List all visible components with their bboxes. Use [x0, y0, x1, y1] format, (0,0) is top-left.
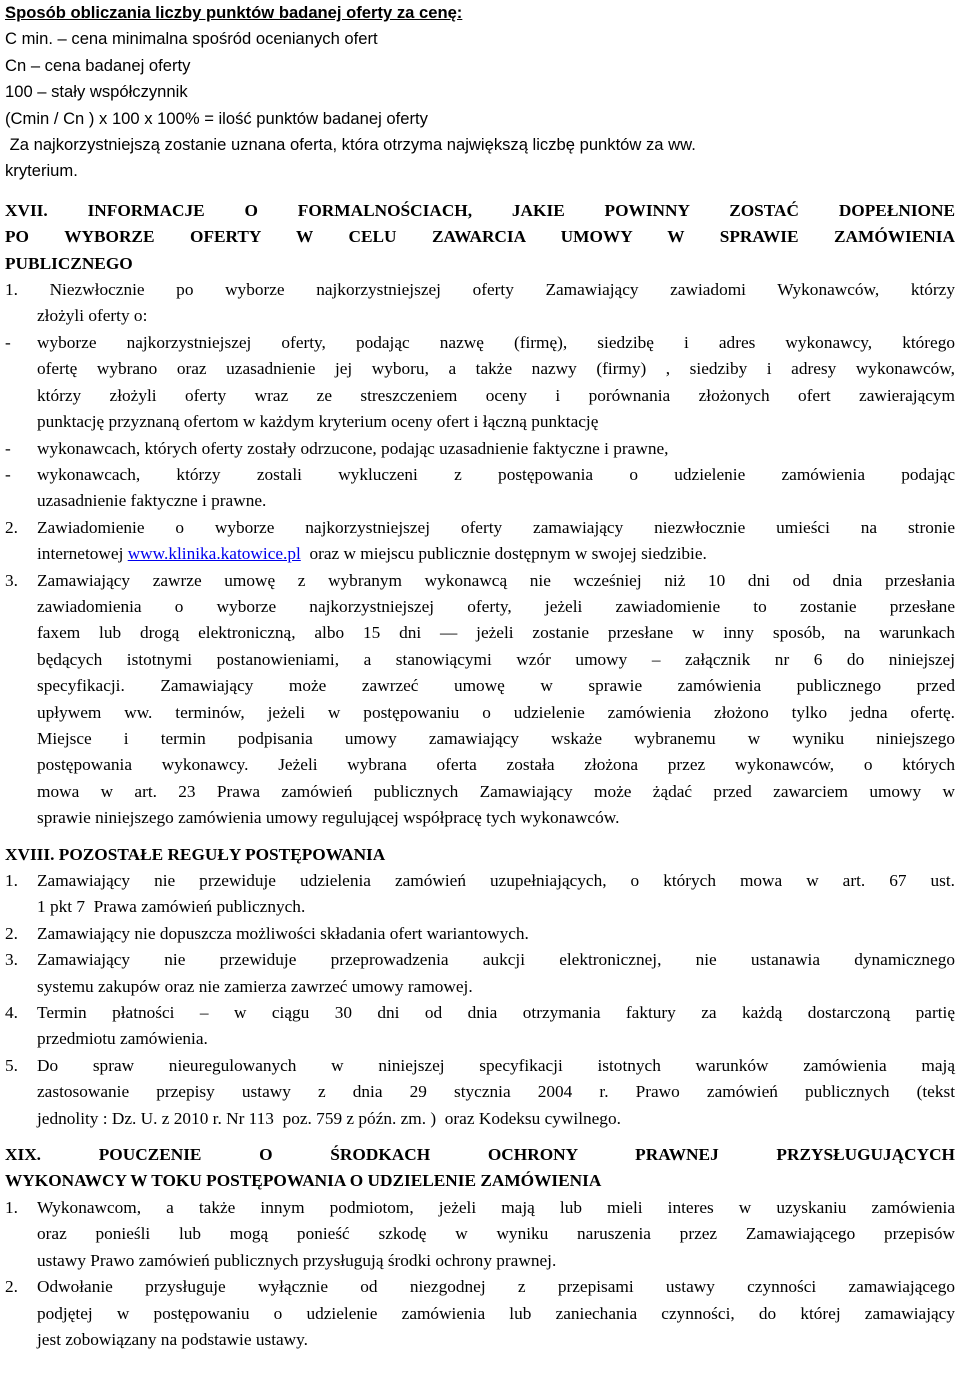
- dash-line: wykonawcach, którzy zostali wykluczeni z postępowania o udzielenie zamówienia podając: [37, 464, 955, 484]
- item-number: 4.: [5, 1003, 18, 1023]
- section-19-heading: [5, 1142, 955, 1195]
- dash-item: [5, 436, 955, 462]
- item-text: Wykonawcom, a także innym podmiotom, jeżeli mają lub mieli interes w uzyskaniu zamówienia: [37, 1197, 955, 1217]
- item-number: 3.: [5, 950, 18, 970]
- spacer: [5, 832, 955, 842]
- item-text: postępowania wykonawcy. Jeżeli wybrana oferta została złożona przez wykonawców, o których: [37, 755, 955, 775]
- section-19-item-2: [5, 1274, 955, 1353]
- dash-line: punktację przyznaną ofertom w każdym kryterium oceny ofert i łączną punktację: [37, 412, 599, 432]
- item-text-part: oraz w miejscu publicznie dostępnym w swojej siedzibie.: [300, 544, 707, 564]
- dash-line: ofertę wybrano oraz uzasadnienie jej wyboru, a także nazwy (firmy) , siedziby i adresy wykonawców,: [37, 359, 955, 379]
- item-number: 2.: [5, 1277, 18, 1297]
- dash-item: [5, 330, 955, 436]
- item-text: systemu zakupów oraz nie zamierza zawrzeć umowy ramowej.: [37, 976, 473, 996]
- dash-line: wyborze najkorzystniejszej oferty, podając nazwę (firmę), siedzibę i adres wykonawcy, którego: [37, 332, 955, 352]
- section-18-heading: XVIII. POZOSTAŁE REGUŁY POSTĘPOWANIA: [5, 844, 386, 864]
- dash-line: wykonawcach, których oferty zostały odrzucone, podając uzasadnienie faktyczne i prawne,: [37, 438, 669, 458]
- item-text: podjętej w postępowaniu o udzielenie zamówienia lub zaniechania czynności, do której zamawiający: [37, 1303, 955, 1323]
- heading-line: PUBLICZNEGO: [5, 253, 133, 273]
- item-text: złożyli oferty o:: [37, 306, 148, 326]
- pricing-line: (Cmin / Cn ) x 100 x 100% = ilość punktów badanej oferty: [5, 108, 428, 128]
- dash-mark: -: [5, 332, 11, 352]
- spacer: [5, 1132, 955, 1142]
- section-17-item-3: [5, 568, 955, 832]
- item-text: jest zobowiązany na podstawie ustawy.: [37, 1329, 308, 1349]
- pricing-line: 100 – stały współczynnik: [5, 82, 188, 102]
- section-18: [5, 842, 955, 1132]
- heading-line: XIX. POUCZENIE O ŚRODKACH OCHRONY PRAWNEJ PRZYSŁUGUJĄCYCH: [5, 1145, 955, 1165]
- pricing-line: C min. – cena minimalna spośród ocenianych ofert: [5, 29, 378, 49]
- dash-mark: -: [5, 438, 11, 458]
- item-text: oraz ponieśli lub mogą ponieść szkodę w wyniku naruszenia przez Zamawiającego przepisów: [37, 1224, 955, 1244]
- item-text: Miejsce i termin podpisania umowy zamawiający wskaże wybranemu w wyniku niniejszego: [37, 728, 955, 748]
- item-text: 1. Niezwłocznie po wyborze najkorzystniejszej oferty Zamawiający zawiadomi Wykonawców, którzy: [5, 280, 955, 300]
- section-19-item-1: [5, 1195, 955, 1274]
- section-17-item-1: [5, 277, 955, 330]
- item-text: [37, 541, 955, 567]
- section-19: [5, 1142, 955, 1353]
- pricing-line: Za najkorzystniejszą zostanie uznana oferta, która otrzyma największą liczbę punktów za ww.: [5, 135, 696, 155]
- item-text: Zamawiający nie dopuszcza możliwości składania ofert wariantowych.: [37, 923, 529, 943]
- item-text: faxem lub drogą elektroniczną, albo 15 dni — jeżeli zostanie przesłane w inny sposób, na warunkach: [37, 623, 955, 643]
- item-number: 1.: [5, 1197, 18, 1217]
- item-text-part: internetowej: [37, 544, 128, 564]
- item-text: sprawie niniejszego zamówienia umowy regulującej współpracę tych wykonawców.: [37, 808, 620, 828]
- section-17: [5, 198, 955, 832]
- item-text: Do spraw nieuregulowanych w niniejszej specyfikacji istotnych warunków zamówienia mają: [37, 1055, 955, 1075]
- dash-line: którzy złożyli oferty wraz ze streszczeniem oceny i porównania złożonych ofert zawierającym: [37, 385, 955, 405]
- section-18-item-3: [5, 947, 955, 1000]
- item-text: Odwołanie przysługuje wyłącznie od niezgodnej z przepisami ustawy czynności zamawiającego: [37, 1277, 955, 1297]
- heading-line: PO WYBORZE OFERTY W CELU ZAWARCIA UMOWY W SPRAWIE ZAMÓWIENIA: [5, 227, 955, 247]
- section-17-heading: [5, 198, 955, 277]
- heading-line: XVII. INFORMACJE O FORMALNOŚCIACH, JAKIE POWINNY ZOSTAĆ DOPEŁNIONE: [5, 200, 955, 220]
- pricing-line: Cn – cena badanej oferty: [5, 55, 191, 75]
- item-number: 1.: [5, 871, 18, 890]
- dash-mark: -: [5, 464, 11, 484]
- pricing-title: Sposób obliczania liczby punktów badanej oferty za cenę:: [5, 3, 463, 22]
- heading-line: WYKONAWCY W TOKU POSTĘPOWANIA O UDZIELENIE ZAMÓWIENIA: [5, 1171, 602, 1191]
- item-text: specyfikacji. Zamawiający może zawrzeć umowę w sprawie zamówienia publicznego przed: [37, 676, 955, 696]
- section-17-item-2: [5, 515, 955, 568]
- item-text: Zamawiający nie przewiduje udzielenia zamówień uzupełniających, o których mowa w art. 67 ust.: [37, 871, 955, 890]
- item-text: Zawiadomienie o wyborze najkorzystniejszej oferty zamawiający niezwłocznie umieści na stronie: [37, 517, 955, 537]
- item-number: 2.: [5, 923, 18, 943]
- item-number: 2.: [5, 517, 18, 537]
- website-link[interactable]: www.klinika.katowice.pl: [127, 544, 301, 564]
- item-number: 5.: [5, 1055, 18, 1075]
- item-number: 3.: [5, 570, 18, 590]
- section-18-item-5: [5, 1053, 955, 1132]
- pricing-block: [5, 0, 955, 185]
- dash-item: [5, 462, 955, 515]
- item-text: zawiadomienia o wyborze najkorzystniejszej oferty, jeżeli zawiadomienie to zostanie przesłane: [37, 596, 955, 616]
- item-text: 1 pkt 7 Prawa zamówień publicznych.: [37, 897, 306, 917]
- item-text: ustawy Prawo zamówień publicznych przysługują środki ochrony prawnej.: [37, 1250, 557, 1270]
- section-18-item-4: [5, 1000, 955, 1053]
- item-text: Zamawiający nie przewiduje przeprowadzenia aukcji elektronicznej, nie ustanawia dynamicznego: [37, 950, 955, 970]
- item-text: jednolity : Dz. U. z 2010 r. Nr 113 poz. 759 z późn. zm. ) oraz Kodeksu cywilnego.: [37, 1108, 621, 1128]
- item-text: Termin płatności – w ciągu 30 dni od dnia otrzymania faktury za każdą dostarczoną partię: [37, 1003, 955, 1023]
- pricing-line: kryterium.: [5, 161, 78, 181]
- item-text: upływem ww. terminów, jeżeli w postępowaniu o udzielenie zamówienia złożono tylko jedna ofertę.: [37, 702, 955, 722]
- item-text: zastosowanie przepisy ustawy z dnia 29 stycznia 2004 r. Prawo zamówień publicznych (tekst: [37, 1082, 955, 1102]
- item-text: przedmiotu zamówienia.: [37, 1029, 208, 1049]
- section-18-item-1: [5, 868, 955, 921]
- section-18-item-2: [5, 921, 955, 947]
- item-text: mowa w art. 23 Prawa zamówień publicznych Zamawiający może żądać przed zawarciem umowy w: [37, 781, 955, 801]
- item-text: Zamawiający zawrze umowę z wybranym wykonawcą nie wcześniej niż 10 dni od dnia przesłania: [37, 570, 955, 590]
- item-text: będących istotnymi postanowieniami, a stanowiącymi wzór umowy – załącznik nr 6 do niniejszej: [37, 649, 955, 669]
- spacer: [5, 185, 955, 198]
- dash-line: uzasadnienie faktyczne i prawne.: [37, 491, 267, 511]
